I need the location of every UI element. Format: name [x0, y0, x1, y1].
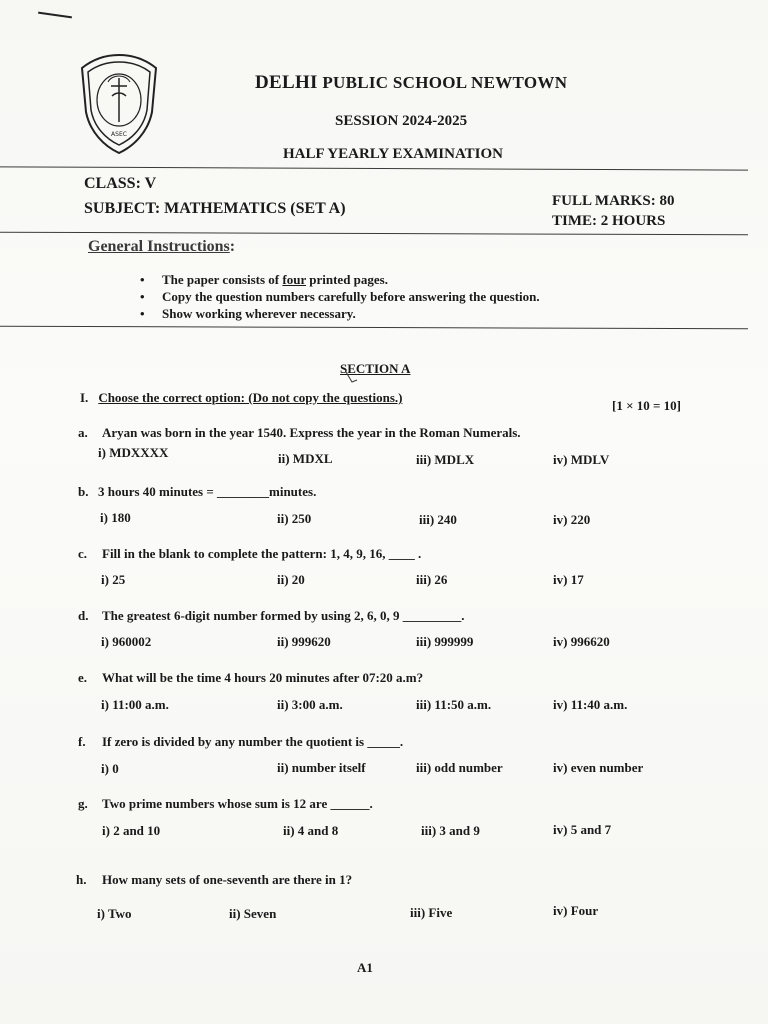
option: i) MDXXXX [98, 445, 169, 460]
instructions-list [140, 271, 540, 322]
question-text: Aryan was born in the year 1540. Express the year in the Roman Numerals. [102, 425, 521, 440]
option: iii) 3 and 9 [421, 823, 480, 838]
question-text: The greatest 6-digit number formed by using 2, 6, 0, 9 _________. [102, 608, 465, 623]
option: iv) 17 [553, 572, 584, 587]
instructions-title [88, 238, 235, 256]
question-text: Two prime numbers whose sum is 12 are ______. [102, 796, 373, 811]
exam-time: TIME: 2 HOURS [552, 213, 666, 229]
question-text: 3 hours 40 minutes = ________minutes. [98, 484, 317, 499]
pen-mark [38, 12, 72, 19]
option: iii) 999999 [416, 634, 474, 649]
option: ii) MDXL [278, 451, 333, 466]
svg-text:ASEC: ASEC [111, 131, 127, 138]
option: iii) 240 [419, 512, 457, 527]
caret-mark-icon [344, 370, 358, 384]
option: iv) MDLV [553, 452, 610, 467]
question-text: How many sets of one-seventh are there in 1? [102, 872, 353, 887]
marks-allocation: [1 × 10 = 10] [612, 398, 681, 413]
option: ii) 20 [277, 572, 305, 587]
instruction-item [140, 271, 540, 288]
option: ii) 250 [277, 511, 312, 526]
instruction-item: • Show working wherever necessary. [140, 305, 540, 322]
question-instruction: Choose the correct option: (Do not copy the questions.) [98, 390, 403, 405]
option: i) 2 and 10 [102, 823, 161, 838]
option: iii) Five [410, 905, 453, 920]
option: iv) 5 and 7 [553, 822, 612, 837]
option: iii) 26 [416, 572, 448, 587]
school-name [255, 72, 567, 94]
question-heading [80, 390, 402, 406]
school-name-rest: PUBLIC SCHOOL NEWTOWN [322, 73, 568, 92]
school-crest-icon [78, 52, 160, 156]
school-name-first: DELHI [255, 72, 318, 93]
option: iv) Four [553, 903, 599, 918]
option: iv) 11:40 a.m. [553, 697, 628, 712]
instruction-text: The paper consists of [162, 272, 283, 287]
option: ii) 4 and 8 [283, 823, 339, 838]
instruction-underlined: four [282, 272, 306, 287]
divider [0, 166, 748, 170]
full-marks: FULL MARKS: 80 [552, 193, 675, 209]
instructions-title-text: General Instructions [88, 238, 230, 255]
question-text: If zero is divided by any number the quotient is _____. [102, 734, 404, 749]
section-title: SECTION A [340, 361, 411, 376]
option: ii) 3:00 a.m. [277, 697, 343, 712]
divider [0, 232, 748, 236]
question-label: d. [78, 608, 89, 623]
instruction-item: • Copy the question numbers carefully before answering the question. [140, 288, 540, 305]
option: iv) even number [553, 760, 644, 775]
option: ii) Seven [229, 906, 277, 921]
option: i) Two [97, 906, 132, 921]
option: i) 25 [101, 572, 126, 587]
option: i) 0 [101, 761, 119, 776]
option: iii) 11:50 a.m. [416, 697, 492, 712]
option: iii) MDLX [416, 452, 475, 467]
option: iv) 220 [553, 512, 591, 527]
question-label: c. [78, 546, 88, 561]
option: ii) 999620 [277, 634, 331, 649]
session-line: SESSION 2024-2025 [335, 113, 468, 129]
option: iv) 996620 [553, 634, 610, 649]
option: i) 180 [100, 510, 131, 525]
option: i) 960002 [101, 634, 152, 649]
question-label: f. [78, 734, 86, 749]
question-label: a. [78, 425, 88, 440]
question-text: Fill in the blank to complete the pattern: 1, 4, 9, 16, ____ . [102, 546, 422, 561]
question-label: e. [78, 670, 88, 685]
option: i) 11:00 a.m. [101, 697, 169, 712]
class-label: CLASS: V [84, 175, 157, 192]
subject-label: SUBJECT: MATHEMATICS (SET A) [84, 200, 346, 217]
instructions-colon: : [229, 238, 236, 255]
option: ii) number itself [277, 760, 366, 775]
divider [0, 326, 748, 330]
question-label: b. [78, 484, 89, 499]
page-code: A1 [357, 960, 373, 975]
exam-title: HALF YEARLY EXAMINATION [283, 146, 504, 162]
question-label: g. [78, 796, 88, 811]
question-text: What will be the time 4 hours 20 minutes after 07:20 a.m? [102, 670, 424, 685]
question-label: h. [76, 872, 87, 887]
instruction-text: printed pages. [306, 272, 388, 287]
question-number: I. [80, 390, 89, 405]
option: iii) odd number [416, 760, 503, 775]
